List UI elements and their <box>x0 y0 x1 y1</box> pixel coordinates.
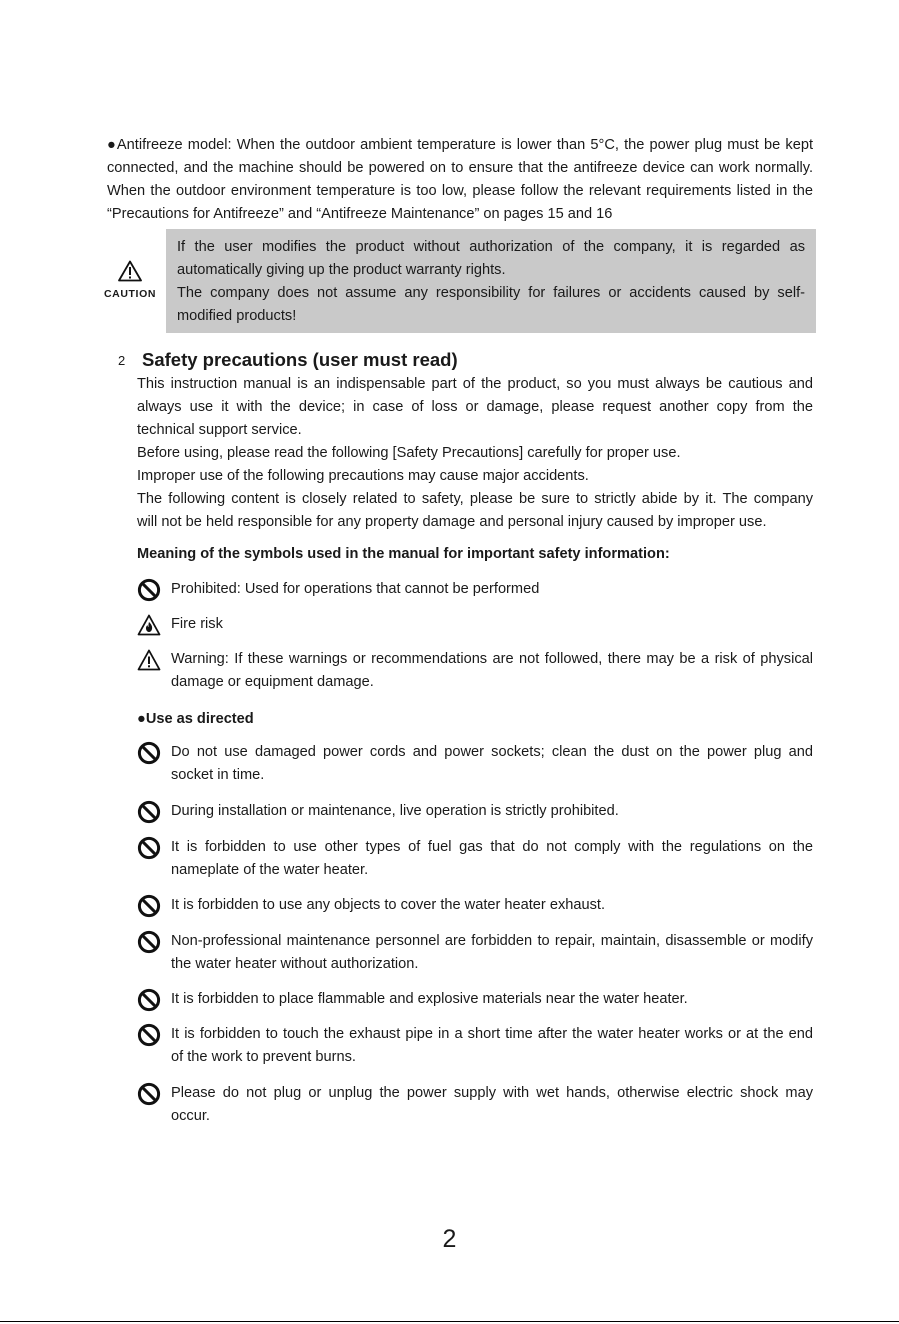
prohibited-icon <box>137 741 161 765</box>
section-intro <box>137 373 813 534</box>
warning-icon <box>137 648 161 672</box>
intro-line: This instruction manual is an indispensable part of the product, so you must always be cautious and <box>137 376 813 392</box>
symbols-heading: Meaning of the symbols used in the manual for important safety information: <box>137 546 670 562</box>
caution-line: If the user modifies the product without authorization of the company, it is regarded as <box>177 239 805 255</box>
symbol-description: Fire risk <box>171 616 223 632</box>
symbol-description: Prohibited: Used for operations that cannot be performed <box>171 581 540 597</box>
precaution-item <box>137 988 813 1011</box>
prohibited-icon <box>137 1082 161 1106</box>
precaution-item <box>137 1023 813 1069</box>
precaution-item <box>137 836 813 882</box>
precaution-text: It is forbidden to use other types of fuel gas that do not comply with the regulations on the <box>171 839 813 855</box>
precaution-item <box>137 930 813 976</box>
precaution-text: It is forbidden to place flammable and explosive materials near the water heater. <box>171 991 688 1007</box>
caution-line: The company does not assume any responsibility for failures or accidents caused by self- <box>177 285 805 301</box>
symbol-row-warning <box>137 648 813 694</box>
fire-risk-icon <box>137 613 161 637</box>
antifreeze-line: “Precautions for Antifreeze” and “Antifreeze Maintenance” on pages 15 and 16 <box>107 206 613 222</box>
use-heading: ●Use as directed <box>137 711 254 727</box>
precaution-item <box>137 894 813 917</box>
symbol-description: Warning: If these warnings or recommendations are not followed, there may be a risk of physical <box>171 651 813 667</box>
intro-line: technical support service. <box>137 422 302 438</box>
caution-icon <box>118 260 142 282</box>
symbol-row-fire-risk <box>137 613 813 636</box>
precaution-text: of the work to prevent burns. <box>171 1049 356 1065</box>
prohibited-icon <box>137 1023 161 1047</box>
precaution-item <box>137 1082 813 1128</box>
precaution-text: Non-professional maintenance personnel are forbidden to repair, maintain, disassemble or modify <box>171 933 813 949</box>
precaution-text: Do not use damaged power cords and power sockets; clean the dust on the power plug and <box>171 744 813 760</box>
intro-line: The following content is closely related to safety, please be sure to strictly abide by it. The company <box>137 491 813 507</box>
intro-line: always use it with the device; in case of loss or damage, please request another copy from the <box>137 399 813 415</box>
precaution-text: socket in time. <box>171 767 265 783</box>
section-title: Safety precautions (user must read) <box>142 349 458 370</box>
caution-line: modified products! <box>177 308 297 324</box>
intro-line: Before using, please read the following [Safety Precautions] carefully for proper use. <box>137 445 681 461</box>
antifreeze-paragraph <box>107 134 813 226</box>
precaution-text: During installation or maintenance, live operation is strictly prohibited. <box>171 803 619 819</box>
prohibited-icon <box>137 800 161 824</box>
precaution-text: the water heater without authorization. <box>171 956 419 972</box>
symbol-row-prohibited <box>137 578 813 601</box>
section-number: 2 <box>118 353 126 368</box>
antifreeze-line: connected, and the machine should be powered on to ensure that the antifreeze device can work normally. <box>107 160 813 176</box>
precaution-text: It is forbidden to use any objects to cover the water heater exhaust. <box>171 897 606 913</box>
intro-line: Improper use of the following precautions may cause major accidents. <box>137 468 589 484</box>
caution-box <box>166 229 816 333</box>
prohibited-icon <box>137 930 161 954</box>
symbol-description: damage or equipment damage. <box>171 674 374 690</box>
antifreeze-line: ●Antifreeze model: When the outdoor ambient temperature is lower than 5°C, the power plug must be kept <box>107 137 813 153</box>
caution-marker <box>100 260 160 300</box>
caution-label: CAUTION <box>103 288 157 300</box>
precaution-text: Please do not plug or unplug the power supply with wet hands, otherwise electric shock may <box>171 1085 813 1101</box>
prohibited-icon <box>137 988 161 1012</box>
prohibited-icon <box>137 578 161 602</box>
antifreeze-line: When the outdoor environment temperature is too low, please follow the relevant requirements listed in the <box>107 183 813 199</box>
prohibited-icon <box>137 836 161 860</box>
prohibited-icon <box>137 894 161 918</box>
page-bottom-rule <box>0 1321 899 1322</box>
precaution-item <box>137 800 813 823</box>
precaution-text: occur. <box>171 1108 210 1124</box>
caution-line: automatically giving up the product warranty rights. <box>177 262 506 278</box>
precaution-text: nameplate of the water heater. <box>171 862 369 878</box>
page-number: 2 <box>442 1225 457 1253</box>
precaution-text: It is forbidden to touch the exhaust pipe in a short time after the water heater works or at the end <box>171 1026 813 1042</box>
precaution-item <box>137 741 813 787</box>
intro-line: will not be held responsible for any property damage and personal injury caused by improper use. <box>137 514 767 530</box>
